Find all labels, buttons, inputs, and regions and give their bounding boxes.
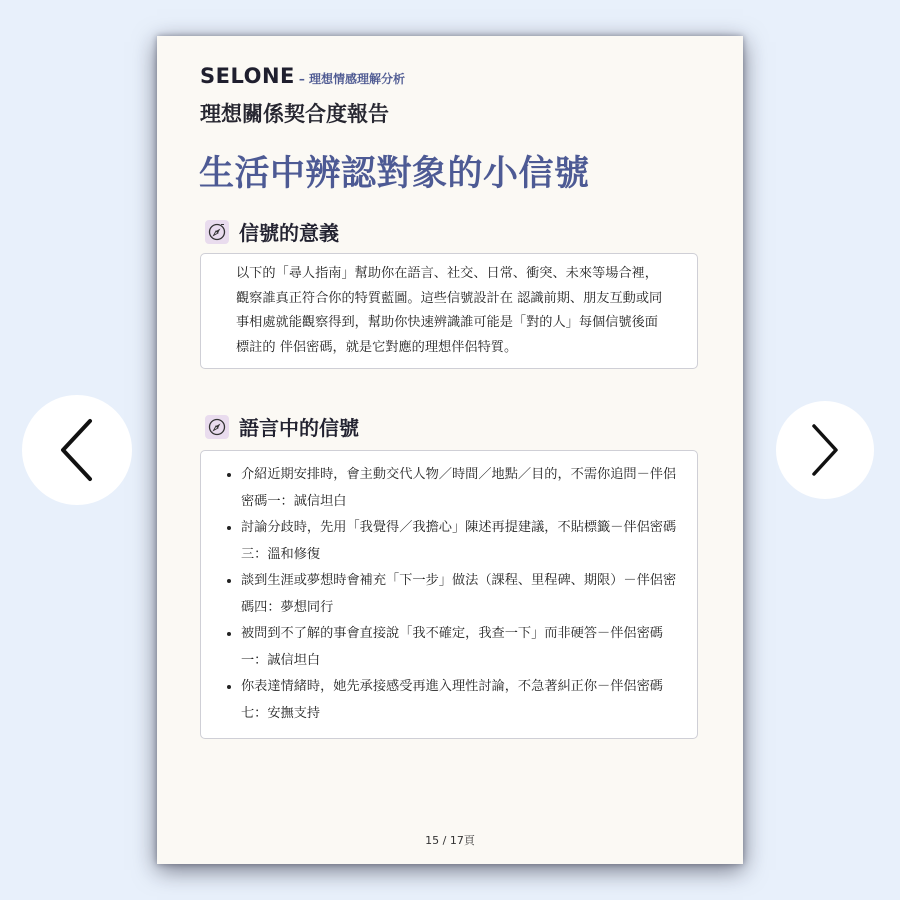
next-page-button[interactable] xyxy=(776,401,874,499)
meaning-text: 以下的「尋人指南」幫助你在語言、社交、日常、衝突、未來等場合裡，觀察誰真正符合你的特質藍圖。這些信號設計在 認識前期、朋友互動或同事相處就能觀察得到，幫助你快速辨識誰可能是「對的人」每個信號後面標註的 伴侶密碼，就是它對應的理想伴侶特質。 xyxy=(236,266,663,355)
section-title: 語言中的信號 xyxy=(239,416,359,440)
brand-header xyxy=(200,64,405,88)
page-title: 生活中辨認對象的小信號 xyxy=(199,154,590,194)
meaning-card xyxy=(200,253,698,369)
page-number: 15 / 17頁 xyxy=(425,834,475,847)
previous-page-button[interactable] xyxy=(22,395,132,505)
report-title: 理想關係契合度報告 xyxy=(200,102,389,126)
section-heading-meaning xyxy=(205,217,339,246)
list-item: • 介紹近期安排時，會主動交代人物／時間／地點／目的，不需你追問－伴侶密碼一：誠信坦白 xyxy=(241,462,685,515)
language-signals-card xyxy=(200,450,698,739)
document-page xyxy=(157,36,743,864)
chevron-left-icon xyxy=(57,417,97,483)
section-heading-language xyxy=(205,412,359,441)
brand-subtitle: – 理想情感理解分析 xyxy=(298,72,406,86)
signal-list xyxy=(223,462,685,727)
list-item: • 討論分歧時，先用「我覺得／我擔心」陳述再提建議，不貼標籤－伴侶密碼三：溫和修復 xyxy=(241,515,685,568)
chevron-right-icon xyxy=(808,422,842,478)
compass-icon xyxy=(205,220,229,244)
list-item: • 被問到不了解的事會直接說「我不確定，我查一下」而非硬答－伴侶密碼一：誠信坦白 xyxy=(241,621,685,674)
list-item: • 你表達情緒時，她先承接感受再進入理性討論，不急著糾正你－伴侶密碼七：安撫支持 xyxy=(241,674,685,727)
compass-icon xyxy=(205,415,229,439)
section-title: 信號的意義 xyxy=(239,221,339,245)
list-item: • 談到生涯或夢想時會補充「下一步」做法（課程、里程碑、期限）－伴侶密碼四：夢想同行 xyxy=(241,568,685,621)
brand-name: SELONE xyxy=(200,64,295,88)
